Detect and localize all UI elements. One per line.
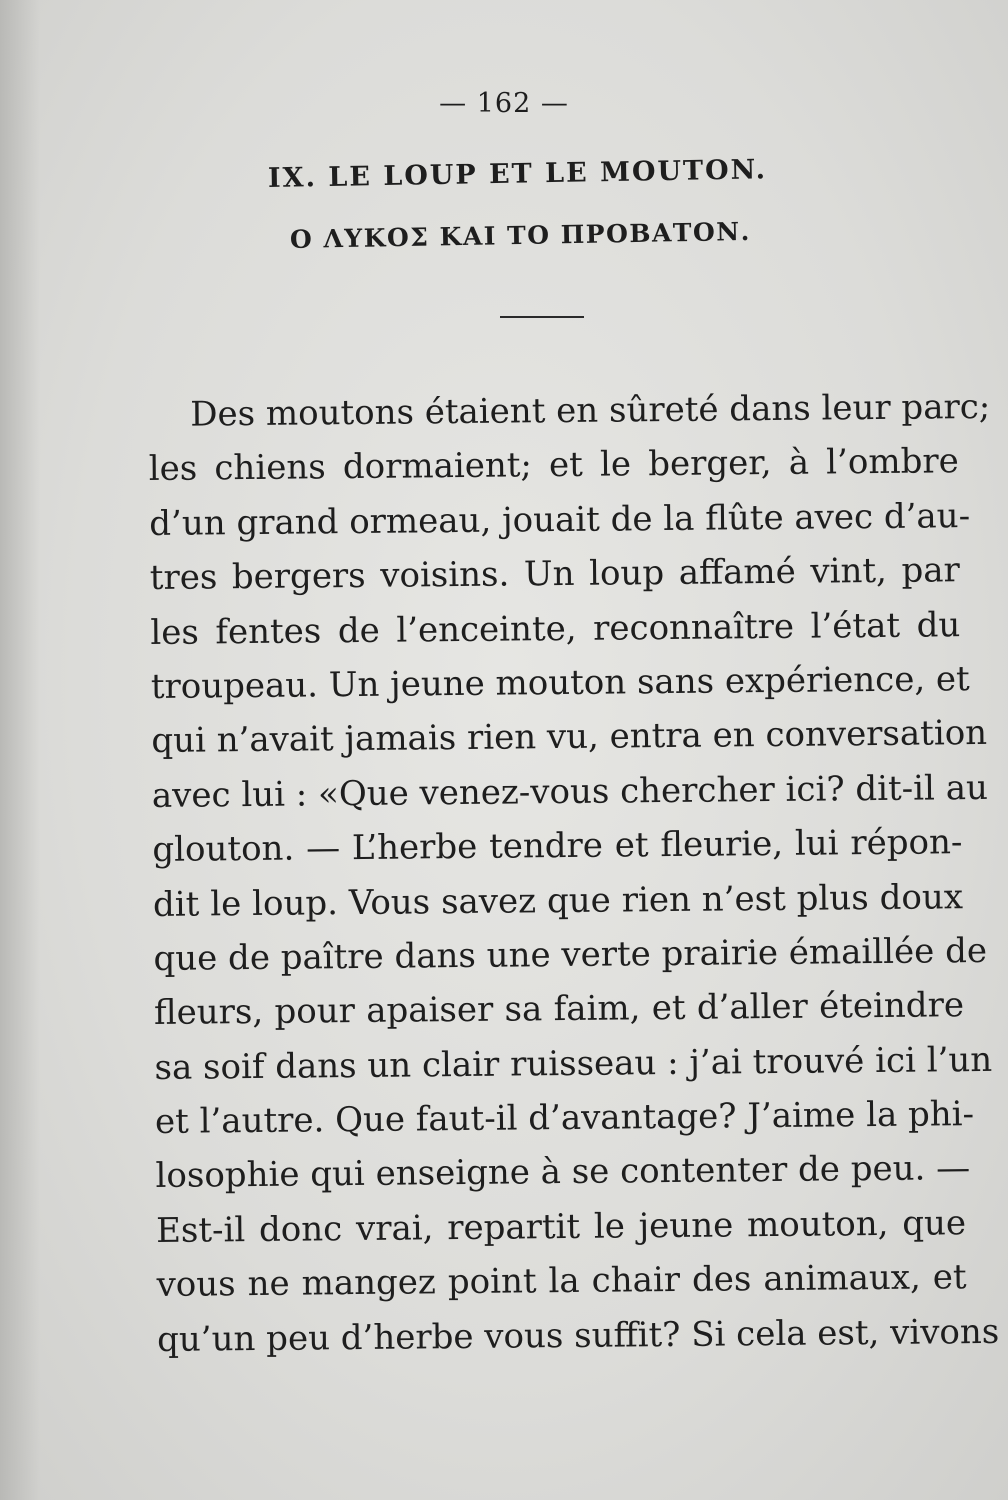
- text-line: avec lui : «Que venez-vous chercher ici? dit-il au: [151, 767, 989, 816]
- text-line: qu’un peu d’herbe vous suffit? Si cela est, vivons: [156, 1311, 1000, 1360]
- text-line: qui n’avait jamais rien vu, entra en conversation: [151, 713, 988, 762]
- text-line: et l’autre. Que faut-il d’avantage? J’aime la phi-: [154, 1094, 975, 1143]
- chapter-title-french: IX. LE LOUP ET LE MOUTON.: [267, 154, 768, 194]
- chapter-title-greek: Ο ΛΥΚΟΣ ΚΑΙ ΤΟ ΠΡΟΒΑΤΟΝ.: [289, 216, 752, 254]
- page-number: — 162 —: [439, 88, 569, 119]
- title-divider: [500, 316, 584, 318]
- text-line: glouton. — L’herbe tendre et fleurie, lui répon-: [152, 822, 963, 871]
- text-line: les chiens dormaient; et le berger, à l’ombre: [148, 441, 959, 490]
- text-line: dit le loup. Vous savez que rien n’est plus doux: [152, 876, 964, 925]
- text-line: vous ne mangez point la chair des animaux, et: [156, 1257, 967, 1306]
- text-line: tres bergers voisins. Un loup affamé vint, par: [149, 550, 960, 599]
- text-line: sa soif dans un clair ruisseau : j’ai trouvé ici l’un: [154, 1039, 993, 1088]
- text-line: Des moutons étaient en sûreté dans leur parc;: [190, 386, 991, 435]
- fable-text: [148, 380, 1000, 1367]
- page-edge-shadow: [0, 0, 40, 1500]
- text-line: losophie qui enseigne à se contenter de peu. —: [155, 1148, 971, 1197]
- text-line: que de paître dans une verte prairie émaillée de: [153, 930, 988, 979]
- text-line: Est-il donc vrai, repartit le jeune mouton, que: [155, 1203, 967, 1251]
- text-line: d’un grand ormeau, jouait de la flûte avec d’au-: [149, 495, 971, 544]
- text-line: les fentes de l’enceinte, reconnaître l’état du: [150, 604, 961, 653]
- text-line: fleurs, pour apaiser sa faim, et d’aller éteindre: [153, 985, 965, 1034]
- text-line: troupeau. Un jeune mouton sans expérience, et: [150, 659, 970, 707]
